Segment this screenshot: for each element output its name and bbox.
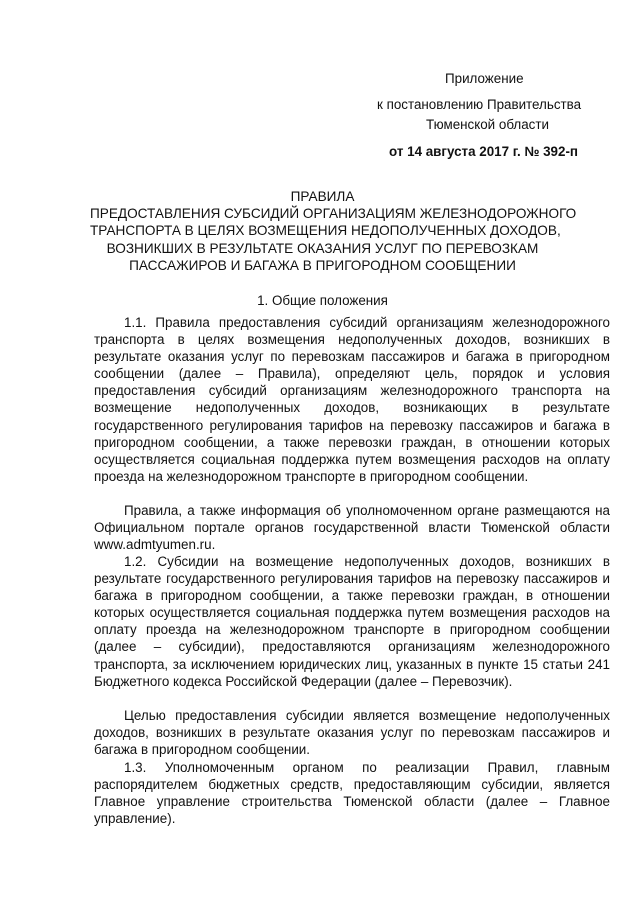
- document-title: [90, 188, 577, 274]
- section-heading: 1. Общие положения: [257, 293, 388, 308]
- title-line: ВОЗНИКШИХ В РЕЗУЛЬТАТЕ ОКАЗАНИЯ УСЛУГ ПО ПЕРЕВОЗКАМ: [106, 240, 539, 256]
- title-line: ТРАНСПОРТА В ЦЕЛЯХ ВОЗМЕЩЕНИЯ НЕДОПОЛУЧЕННЫХ ДОХОДОВ,: [90, 223, 561, 239]
- appendix-label: Приложение: [445, 71, 524, 86]
- paragraph-1-2: 1.2. Субсидии на возмещение недополученных доходов, возникших в результате государственного регулирования тарифов на перевозку пассажиров и багажа в пригородном сообщении, а также перевозки граждан, в отношении которых осуществляется социальная поддержка путем возмещения расходов на оплату проезда на железнодорожном транспорте в пригородном сообщении (далее – субсидии), предоставляются организациям железнодорожного транспорта, за исключением юридических лиц, указанных в пункте 15 статьи 241 Бюджетного кодекса Российской Федерации (далее – Перевозчик).: [94, 554, 610, 689]
- title-line: ПАССАЖИРОВ И БАГАЖА В ПРИГОРОДНОМ СООБЩЕНИИ: [129, 257, 516, 273]
- appendix-resolution-ref: к постановлению Правительства: [377, 97, 582, 112]
- appendix-date-number: от 14 августа 2017 г. № 392-п: [389, 144, 579, 159]
- paragraph-publication: Правила, а также информация об уполномоченном органе размещаются на Официальном портале органов государственной власти Тюменской области www.admtyumen.ru.: [94, 503, 610, 553]
- title-line: ПРАВИЛА: [290, 189, 355, 204]
- paragraph-purpose: Целью предоставления субсидии является возмещение недополученных доходов, возникших в результате оказания услуг по перевозкам пассажиров и багажа в пригородном сообщении.: [94, 708, 610, 758]
- title-line: ПРЕДОСТАВЛЕНИЯ СУБСИДИЙ ОРГАНИЗАЦИЯМ ЖЕЛЕЗНОДОРОЖНОГО: [90, 206, 577, 222]
- paragraph-1-1: 1.1. Правила предоставления субсидий организациям железнодорожного транспорта в целях возмещения недополученных доходов, возникших в результате оказания услуг по перевозкам пассажиров и багажа в пригородном сообщении (далее – Правила), определяют цель, порядок и условия предоставления субсидий организациям железнодорожного транспорта на возмещение недополученных доходов, возникающих в результате государственного регулирования тарифов на перевозку пассажиров и багажа в пригородном сообщении, а также перевозки граждан, в отношении которых осуществляется социальная поддержка путем возмещения расходов на оплату проезда на железнодорожном транспорте в пригородном сообщении.: [94, 315, 610, 484]
- appendix-region: Тюменской области: [426, 117, 549, 132]
- paragraph-1-3: 1.3. Уполномоченным органом по реализации Правил, главным распорядителем бюджетных средств, предоставляющим субсидии, является Главное управление строительства Тюменской области (далее – Главное управление).: [94, 760, 610, 827]
